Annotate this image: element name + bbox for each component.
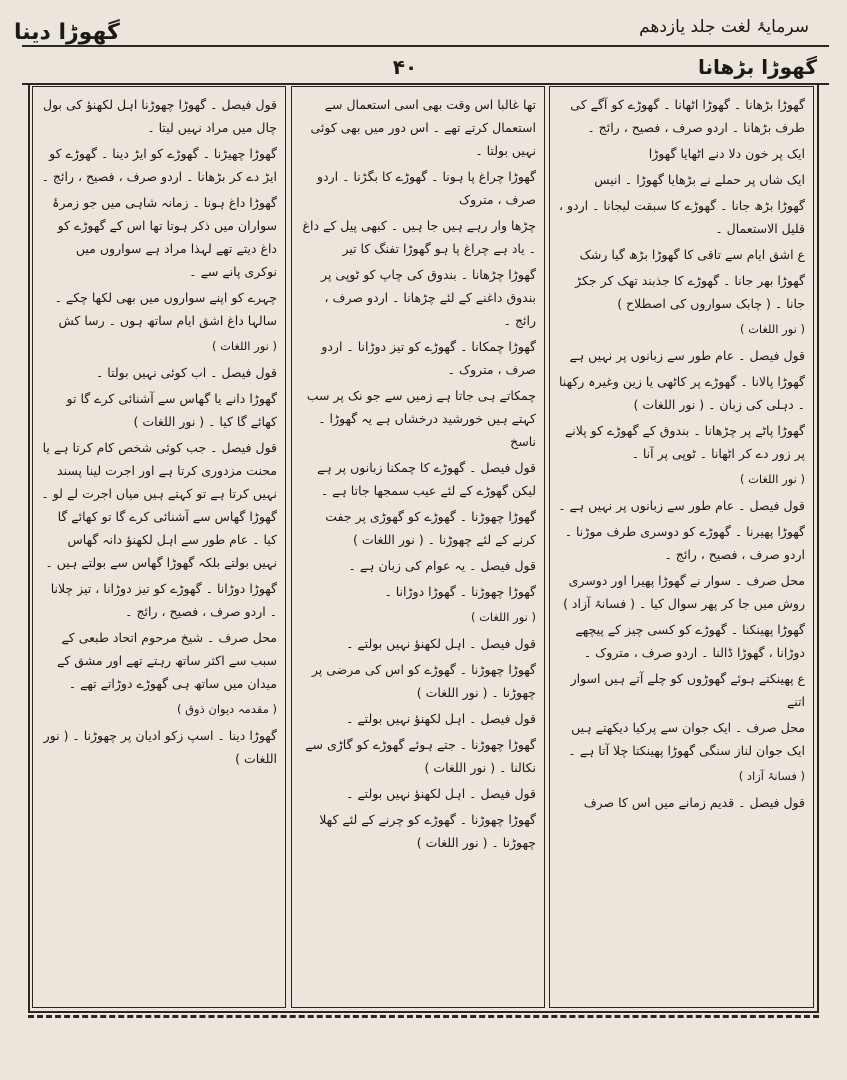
- entry-paragraph: محل صرف ۔ شیخ مرحوم اتحاد طبعی کے سبب سے اکثر ساتھ رہتے تھے اور مشق کے میدان میں ساتھ ہی گھوڑے دوڑاتے تھے ۔: [57, 630, 277, 691]
- header-rule-top: [22, 45, 829, 47]
- page-number: ۴۰: [392, 55, 418, 79]
- entry-paragraph: گھوڑا چھوڑنا ۔ گھوڑے کو اس کی مرضی پر چھوڑنا ۔ ( نور اللغات ): [311, 662, 536, 700]
- verse-line: ایک شاں پر حملے نے بڑھایا گھوڑا ۔ انیس: [594, 172, 805, 187]
- entry-paragraph: گھوڑا چڑھانا ۔ بندوق کی چاپ کو ٹوپی پر بندوق داغنے کے لئے چڑھانا ۔ اردو صرف ، رائج ۔: [321, 267, 536, 328]
- column-right: [549, 86, 814, 1008]
- verse-line: چڑھا وار رہے ہیں جا ہیں ۔ کبھی پیل کے داغ ۔ یاد ہے چراغ پا ہو گھوڑا تفنگ کا تیر: [302, 218, 536, 256]
- catchword-right: گھوڑا بڑھانا: [697, 55, 817, 79]
- entry-paragraph: گھوڑا بھر جانا ۔ گھوڑے کا جذبند تھک کر جکڑ جانا ۔ ( چابک سواروں کی اصطلاح ): [575, 273, 805, 311]
- entry-paragraph: گھوڑا پالانا ۔ گھوڑے پر کاٹھی یا زین وغیرہ رکھنا ۔ دہلی کی زبان ۔ ( نور اللغات ): [558, 374, 805, 412]
- entry-paragraph: گھوڑا داغ ہونا ۔ زمانہ شاہی میں جو زمرۂ سواران میں ذکر ہوتا تھا اس کے گھوڑے کو داغ دیتے تھے لہذا مراد ہے سواروں میں نوکری پانے سے ۔: [52, 195, 277, 279]
- entry-paragraph: قول فیصل ۔ عام طور سے زبانوں پر نہیں ہے: [569, 348, 805, 363]
- entry-paragraph: گھوڑا چھوڑنا ۔ گھوڑے کو چرنے کے لئے کھلا چھوڑنا ۔ ( نور اللغات ): [319, 812, 536, 850]
- entry-paragraph: گھوڑا دینا ۔ اسپ زکو ادیان پر چھوڑنا ۔ ( نور اللغات ): [43, 728, 277, 766]
- entry-paragraph: قول فیصل ۔ جب کوئی شخص کام کرتا ہے یا محنت مزدوری کرتا ہے اور اجرت لینا پسند نہیں کرتا ہے تو کہتے ہیں میاں اجرت لے لو ۔ گھوڑا گھاس سے آشنائی کرے گا تو کھائے گا کیا ۔ عام طور سے اہل لکھنؤ دانہ گھاس نہیں بولتے بلکہ گھوڑا گھاس سے بولتے ہیں ۔: [41, 440, 277, 570]
- catchword-left: گھوڑا دینا: [14, 20, 120, 45]
- entry-paragraph: گھوڑا دوڑانا ۔ گھوڑے کو تیز دوڑانا ، تیز چلانا ۔ اردو صرف ، فصیح ، رائج ۔: [50, 581, 277, 619]
- entry-paragraph: قول فیصل ۔ اہل لکھنؤ نہیں بولتے ۔: [346, 786, 536, 801]
- page-frame-bottom-rule: [28, 1015, 819, 1018]
- entry-paragraph: محل صرف ۔ سوار نے گھوڑا پھیرا اور دوسری روش میں جا کر پھر سوال کیا ۔ ( فسانۂ آزاد ): [563, 573, 805, 611]
- entry-paragraph: قول فیصل ۔ عام طور سے زبانوں پر نہیں ہے ۔: [558, 498, 805, 513]
- column-left: [32, 86, 286, 1008]
- entry-paragraph: گھوڑا پاٹے پر چڑھانا ۔ بندوق کے گھوڑے کو پلانے پر زور دے کر اٹھانا ۔ ٹوپی پر آنا ۔: [564, 423, 805, 461]
- entry-paragraph: قول فیصل ۔ اہل لکھنؤ نہیں بولتے ۔: [346, 711, 536, 726]
- verse-line: چہرے کو اپنے سواروں میں بھی لکھا چکے ۔ سالہا داغ اشق ایام ساتھ ہوں ۔ رسا کش: [54, 290, 277, 328]
- entry-paragraph: قول فیصل ۔ قدیم زمانے میں اس کا صرف: [583, 795, 805, 810]
- entry-paragraph: قول فیصل ۔ گھوڑا چھوڑنا اہل لکھنؤ کی بول چال میں مراد نہیں لیتا ۔: [43, 97, 277, 135]
- verse-line: ع اشق ایام سے تاقی کا گھوڑا بڑھ گیا رشک: [579, 247, 805, 262]
- entry-paragraph: قول فیصل ۔ اب کوئی نہیں بولتا ۔: [96, 365, 277, 380]
- entry-paragraph: قول فیصل ۔ یہ عوام کی زبان ہے ۔: [348, 558, 536, 573]
- source-citation: ( نور اللغات ): [211, 339, 277, 353]
- entry-paragraph: قول فیصل ۔ اہل لکھنؤ نہیں بولتے ۔: [346, 636, 536, 651]
- entry-paragraph: گھوڑا دانے یا گھاس سے آشنائی کرے گا تو کھائے گا کیا ۔ ( نور اللغات ): [66, 391, 277, 429]
- entry-paragraph: گھوڑا بڑھ جانا ۔ گھوڑے کا سبقت لیجانا ۔ اردو ، قلیل الاستعمال ۔: [558, 198, 805, 236]
- column-middle: [291, 86, 545, 1008]
- entry-paragraph: گھوڑا پھیرنا ۔ گھوڑے کو دوسری طرف موڑنا ۔ اردو صرف ، فصیح ، رائج ۔: [564, 524, 805, 562]
- entry-paragraph: گھوڑا چراغ پا ہونا ۔ گھوڑے کا بگڑنا ۔ اردو صرف ، متروک: [317, 169, 536, 207]
- source-citation: ( فسانۂ آزاد ): [738, 769, 805, 783]
- verse-line: ایک پر خون دلا دنے اٹھایا گھوڑا: [648, 146, 805, 161]
- source-citation: ( نور اللغات ): [470, 610, 536, 624]
- entry-paragraph: قول فیصل ۔ گھوڑے کا چمکنا زبانوں پر ہے لیکن گھوڑے کے لئے عیب سمجھا جاتا ہے ۔: [317, 460, 536, 498]
- entry-paragraph: گھوڑا بڑھانا ۔ گھوڑا اٹھانا ۔ گھوڑے کو آگے کی طرف بڑھانا ۔ اردو صرف ، فصیح ، رائج ۔: [570, 97, 805, 135]
- entry-paragraph: گھوڑا چھوڑنا ۔ گھوڑا دوڑانا ۔: [384, 584, 536, 599]
- source-citation: ( نور اللغات ): [739, 322, 805, 336]
- entry-paragraph: تھا غالبا اس وقت بھی اسی استعمال سے استعمال کرتے تھے ۔ اس دور میں بھی کوئی نہیں بولتا ۔: [310, 97, 536, 158]
- source-citation: ( نور اللغات ): [739, 472, 805, 486]
- verse-line: چمکاتے ہی جاتا ہے زمیں سے جو نک پر سب کہتے ہیں خورشید درخشاں ہے یہ گھوڑا ۔ ناسخ: [306, 388, 536, 449]
- entry-paragraph: گھوڑا چھوڑنا ۔ گھوڑے کو گھوڑی پر جفت کرنے کے لئے چھوڑنا ۔ ( نور اللغات ): [325, 509, 536, 547]
- entry-paragraph: گھوڑا پھینکنا ۔ گھوڑے کو کسی چیز کے پیچھے دوڑانا ، گھوڑا ڈالنا ۔ اردو صرف ، متروک ۔: [575, 622, 805, 660]
- verse-line: ع پھینکتے ہوئے گھوڑوں کو چلے آتے ہیں اسوار اتنے: [570, 671, 805, 709]
- series-title: سرمایۂ لغت جلد یازدھم: [639, 17, 809, 37]
- entry-paragraph: گھوڑا چھیڑنا ۔ گھوڑے کو ایڑ دینا ۔ گھوڑے کو ایڑ دے کر بڑھانا ۔ اردو صرف ، فصیح ، رائج ۔: [41, 146, 277, 184]
- entry-paragraph: گھوڑا چھوڑنا ۔ جتے ہوئے گھوڑے کو گاڑی سے نکالنا ۔ ( نور اللغات ): [305, 737, 536, 775]
- source-citation: ( مقدمہ دیوان ذوق ): [176, 702, 277, 716]
- entry-paragraph: محل صرف ۔ ایک جوان سے پرکیا دیکھتے ہیں ایک جوان لناز سنگی گھوڑا پھینکتا چلا آتا ہے ۔: [568, 720, 805, 758]
- entry-paragraph: گھوڑا چمکانا ۔ گھوڑے کو تیز دوڑانا ۔ اردو صرف ، متروک ۔: [321, 339, 536, 377]
